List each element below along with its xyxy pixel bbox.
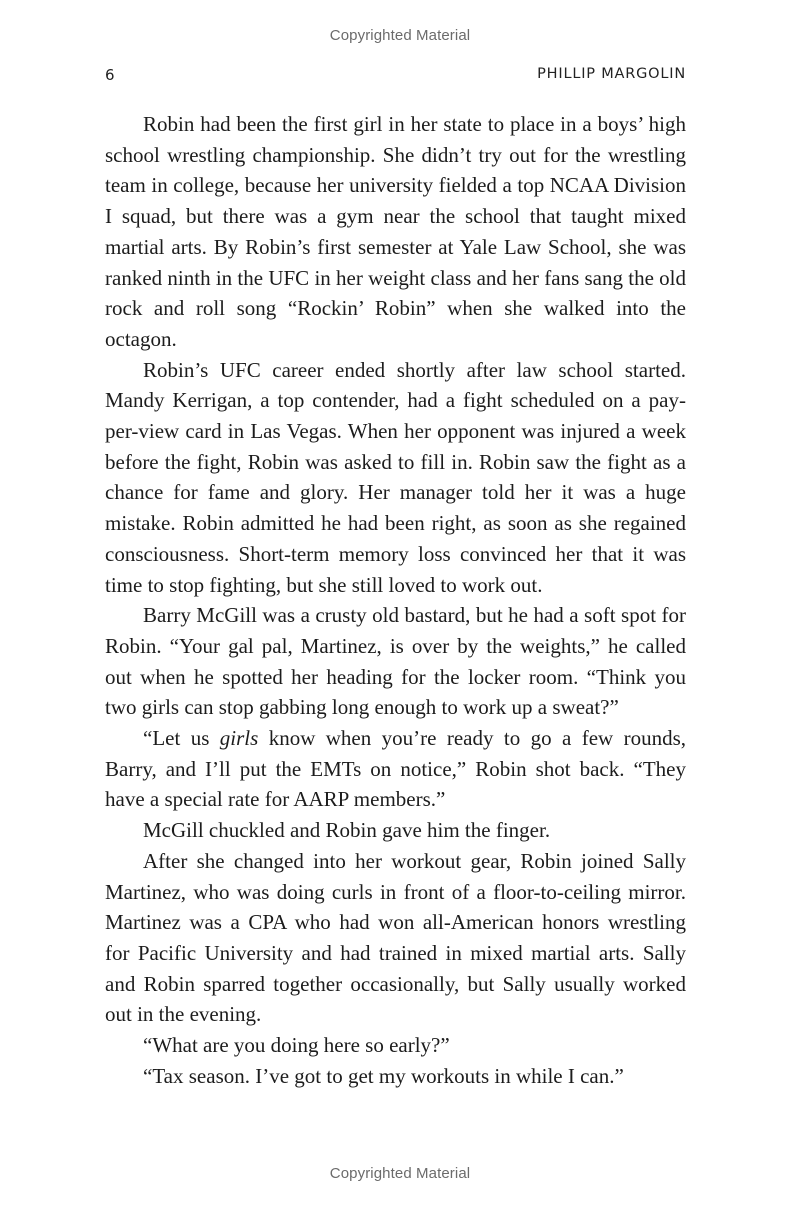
page-number: 6 (105, 66, 115, 84)
emphasized-word: girls (219, 726, 259, 751)
paragraph: “Tax season. I’ve got to get my workouts in while I can.” (143, 1063, 624, 1088)
paragraph-text: know when you’re ready to go a few rounds, Barry, and I’ll put the EMTs on notice,” Robin shot back. “They have a special rate for AARP members.” (105, 726, 686, 812)
copyright-watermark-bottom: Copyrighted Material (329, 1165, 471, 1182)
page-body (105, 109, 686, 1092)
paragraph: After she changed into her workout gear, Robin joined Sally Martinez, who was doing curls in front of a floor-to-ceiling mirror. Martinez was a CPA who had won all-American honors wrestling for Pacific University and had trained in mixed martial arts. Sally and Robin sparred together occasionally, but Sally usually worked out in the evening. (105, 848, 686, 1027)
paragraph: Barry McGill was a crusty old bastard, but he had a soft spot for Robin. “Your gal pal, Martinez, is over by the weights,” he called out when he spotted her heading for the locker room. “Think you two girls can stop gabbing long enough to work up a sweat?” (105, 603, 686, 720)
paragraph: McGill chuckled and Robin gave him the finger. (143, 818, 551, 843)
author-name: PHILLIP MARGOLIN (537, 66, 686, 82)
running-head (105, 66, 686, 88)
paragraph: “What are you doing here so early?” (143, 1033, 450, 1058)
copyright-watermark-top: Copyrighted Material (329, 27, 471, 44)
paragraph: Robin’s UFC career ended shortly after law school started. Mandy Kerrigan, a top contender, had a fight scheduled on a pay-per-view card in Las Vegas. When her opponent was injured a week before the fight, Robin was asked to fill in. Robin saw the fight as a chance for fame and glory. Her manager told her it was a huge mistake. Robin admitted he had been right, as soon as she regained consciousness. Short-term memory loss convinced her that it was time to stop fighting, but she still loved to work out. (105, 357, 686, 597)
paragraph-text: “Let us (143, 726, 220, 751)
paragraph: Robin had been the first girl in her state to place in a boys’ high school wrestling championship. She didn’t try out for the wrestling team in college, because her university fielded a top NCAA Division I squad, but there was a gym near the school that taught mixed martial arts. By Robin’s first semester at Yale Law School, she was ranked ninth in the UFC in her weight class and her fans sang the old rock and roll song “Rockin’ Robin” when she walked into the octagon. (105, 112, 686, 351)
paragraph (105, 723, 686, 815)
